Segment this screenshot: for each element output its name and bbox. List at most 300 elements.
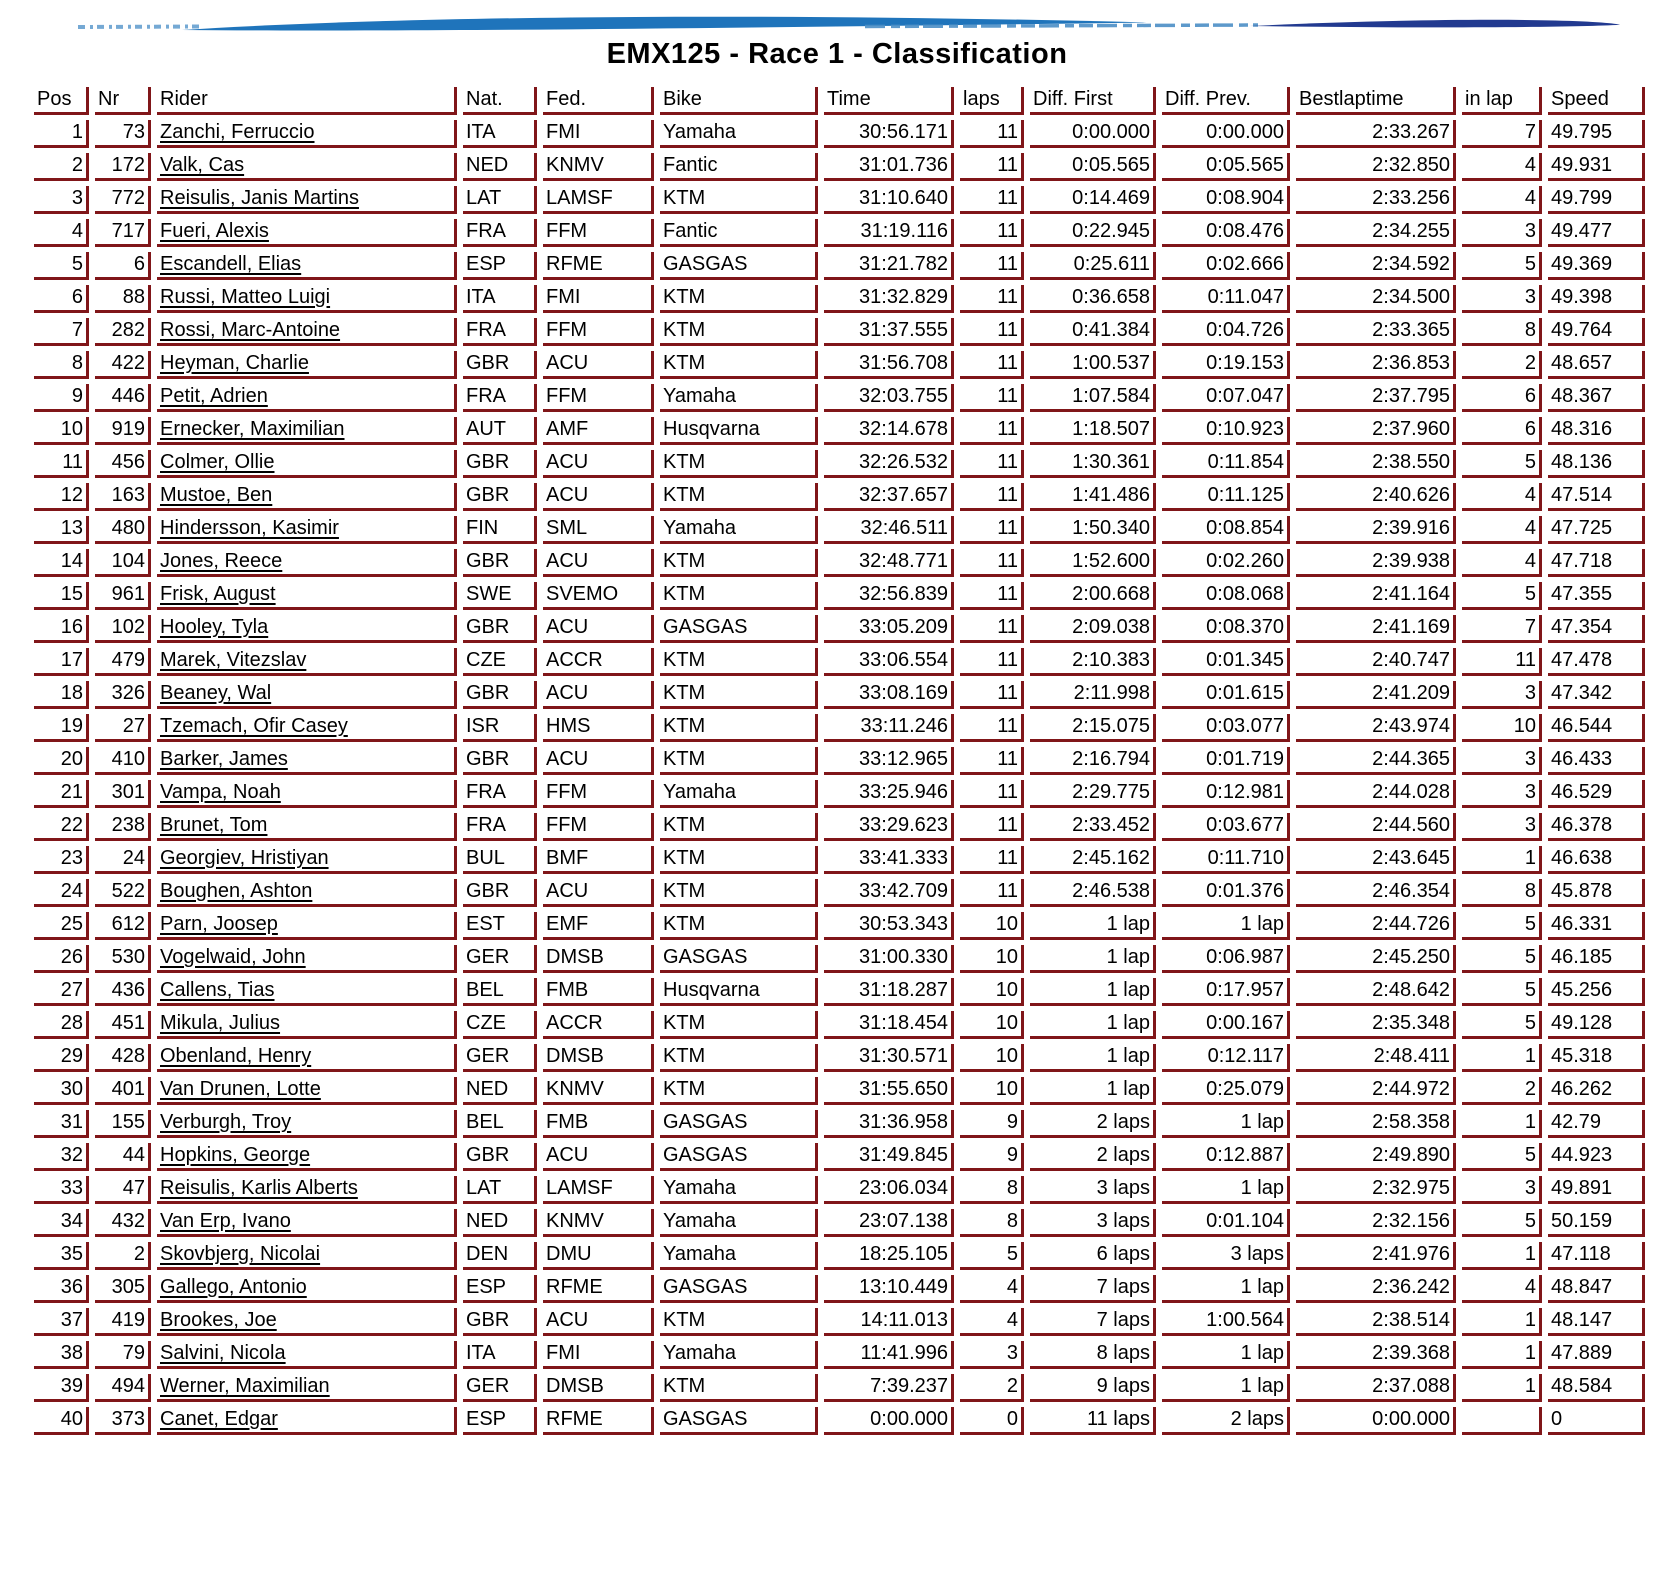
in-lap-cell: 1 [1462, 1341, 1542, 1369]
rider-cell [157, 186, 457, 214]
laps-cell: 11 [960, 483, 1024, 511]
pos-cell: 19 [34, 714, 89, 742]
fed-cell: DMSB [543, 1374, 654, 1402]
bestlaptime-cell: 2:36.242 [1296, 1275, 1456, 1303]
bestlaptime-cell: 2:41.976 [1296, 1242, 1456, 1270]
rider-link[interactable]: Canet, Edgar [160, 1408, 278, 1430]
rider-link[interactable]: Zanchi, Ferruccio [160, 121, 315, 143]
rider-link[interactable]: Obenland, Henry [160, 1045, 312, 1067]
bike-cell: KTM [660, 285, 818, 313]
rider-cell [157, 714, 457, 742]
bike-cell: KTM [660, 186, 818, 214]
rider-link[interactable]: Barker, James [160, 748, 288, 770]
fed-cell: ACU [543, 549, 654, 577]
laps-cell: 9 [960, 1110, 1024, 1138]
pos-cell: 15 [34, 582, 89, 610]
rider-link[interactable]: Petit, Adrien [160, 385, 268, 407]
diff-first-cell: 0:36.658 [1030, 285, 1156, 313]
bestlaptime-cell: 2:38.550 [1296, 450, 1456, 478]
rider-cell [157, 1143, 457, 1171]
laps-cell: 4 [960, 1308, 1024, 1336]
diff-first-cell: 0:00.000 [1030, 120, 1156, 148]
column-header-diff-prev: Diff. Prev. [1162, 87, 1290, 115]
fed-cell: ACCR [543, 1011, 654, 1039]
bike-cell: KTM [660, 1308, 818, 1336]
pos-cell: 6 [34, 285, 89, 313]
bestlaptime-cell: 2:41.164 [1296, 582, 1456, 610]
diff-prev-cell: 0:01.104 [1162, 1209, 1290, 1237]
time-cell: 0:00.000 [824, 1407, 954, 1435]
diff-first-cell: 1 lap [1030, 1077, 1156, 1105]
rider-link[interactable]: Russi, Matteo Luigi [160, 286, 331, 308]
speed-cell: 49.398 [1548, 285, 1645, 313]
diff-prev-cell: 0:11.047 [1162, 285, 1290, 313]
rider-cell [157, 846, 457, 874]
rider-link[interactable]: Vogelwaid, John [160, 946, 306, 968]
rider-link[interactable]: Reisulis, Janis Martins [160, 187, 359, 209]
pos-cell: 22 [34, 813, 89, 841]
nr-cell: 172 [95, 153, 151, 181]
column-header-in-lap: in lap [1462, 87, 1542, 115]
diff-prev-cell: 0:03.077 [1162, 714, 1290, 742]
bestlaptime-cell: 2:38.514 [1296, 1308, 1456, 1336]
rider-cell [157, 615, 457, 643]
speed-cell: 0 [1548, 1407, 1645, 1435]
speed-cell: 48.584 [1548, 1374, 1645, 1402]
table-row [34, 978, 1645, 1006]
pos-cell: 32 [34, 1143, 89, 1171]
laps-cell: 11 [960, 219, 1024, 247]
nat-cell: GER [463, 1044, 537, 1072]
time-cell: 31:18.454 [824, 1011, 954, 1039]
diff-first-cell: 1 lap [1030, 912, 1156, 940]
bike-cell: GASGAS [660, 1110, 818, 1138]
pos-cell: 8 [34, 351, 89, 379]
fed-cell: RFME [543, 1407, 654, 1435]
rider-link[interactable]: Callens, Tias [160, 979, 275, 1001]
nat-cell: GER [463, 1374, 537, 1402]
bestlaptime-cell: 2:32.156 [1296, 1209, 1456, 1237]
table-row [34, 879, 1645, 907]
fed-cell: KNMV [543, 1209, 654, 1237]
bike-cell: KTM [660, 483, 818, 511]
nr-cell: 27 [95, 714, 151, 742]
rider-link[interactable]: Hindersson, Kasimir [160, 517, 339, 539]
table-row [34, 1308, 1645, 1336]
rider-cell [157, 1407, 457, 1435]
nr-cell: 2 [95, 1242, 151, 1270]
in-lap-cell: 3 [1462, 285, 1542, 313]
in-lap-cell: 4 [1462, 483, 1542, 511]
rider-cell [157, 648, 457, 676]
laps-cell: 9 [960, 1143, 1024, 1171]
rider-cell [157, 120, 457, 148]
diff-first-cell: 1 lap [1030, 978, 1156, 1006]
in-lap-cell: 5 [1462, 450, 1542, 478]
rider-link[interactable]: Beaney, Wal [160, 682, 272, 704]
in-lap-cell: 2 [1462, 351, 1542, 379]
in-lap-cell: 8 [1462, 318, 1542, 346]
bestlaptime-cell: 2:37.088 [1296, 1374, 1456, 1402]
table-row [34, 1143, 1645, 1171]
time-cell: 13:10.449 [824, 1275, 954, 1303]
bike-cell: KTM [660, 813, 818, 841]
rider-link[interactable]: Georgiev, Hristiyan [160, 847, 329, 869]
time-cell: 31:21.782 [824, 252, 954, 280]
time-cell: 31:01.736 [824, 153, 954, 181]
rider-cell [157, 252, 457, 280]
diff-first-cell: 2:46.538 [1030, 879, 1156, 907]
laps-cell: 11 [960, 450, 1024, 478]
rider-link[interactable]: Vampa, Noah [160, 781, 281, 803]
diff-prev-cell: 0:02.260 [1162, 549, 1290, 577]
bestlaptime-cell: 2:45.250 [1296, 945, 1456, 973]
rider-cell [157, 1275, 457, 1303]
rider-link[interactable]: Werner, Maximilian [160, 1375, 330, 1397]
diff-first-cell: 2:29.775 [1030, 780, 1156, 808]
bestlaptime-cell: 2:44.726 [1296, 912, 1456, 940]
pos-cell: 33 [34, 1176, 89, 1204]
rider-cell [157, 417, 457, 445]
in-lap-cell: 5 [1462, 945, 1542, 973]
diff-first-cell: 0:41.384 [1030, 318, 1156, 346]
fed-cell: ACU [543, 1143, 654, 1171]
pos-cell: 10 [34, 417, 89, 445]
diff-first-cell: 0:14.469 [1030, 186, 1156, 214]
speed-cell: 50.159 [1548, 1209, 1645, 1237]
laps-cell: 5 [960, 1242, 1024, 1270]
speed-cell: 47.725 [1548, 516, 1645, 544]
table-row [34, 483, 1645, 511]
column-header-fed: Fed. [543, 87, 654, 115]
nr-cell: 104 [95, 549, 151, 577]
diff-prev-cell: 0:03.677 [1162, 813, 1290, 841]
nr-cell: 436 [95, 978, 151, 1006]
diff-prev-cell: 0:01.719 [1162, 747, 1290, 775]
nr-cell: 428 [95, 1044, 151, 1072]
pos-cell: 17 [34, 648, 89, 676]
swoosh-speckles [78, 27, 200, 28]
rider-link[interactable]: Van Drunen, Lotte [160, 1078, 321, 1100]
nat-cell: CZE [463, 648, 537, 676]
diff-first-cell: 9 laps [1030, 1374, 1156, 1402]
diff-prev-cell: 1 lap [1162, 1374, 1290, 1402]
diff-prev-cell: 0:04.726 [1162, 318, 1290, 346]
time-cell: 33:42.709 [824, 879, 954, 907]
bestlaptime-cell: 2:49.890 [1296, 1143, 1456, 1171]
table-row [34, 615, 1645, 643]
diff-first-cell: 2:15.075 [1030, 714, 1156, 742]
rider-link[interactable]: Verburgh, Troy [160, 1111, 292, 1133]
swoosh-thin-stroke [865, 25, 1258, 27]
table-row [34, 1011, 1645, 1039]
in-lap-cell: 8 [1462, 879, 1542, 907]
rider-cell [157, 1341, 457, 1369]
laps-cell: 8 [960, 1209, 1024, 1237]
fed-cell: FFM [543, 219, 654, 247]
diff-prev-cell: 0:01.345 [1162, 648, 1290, 676]
nr-cell: 494 [95, 1374, 151, 1402]
nr-cell: 401 [95, 1077, 151, 1105]
rider-link[interactable]: Fueri, Alexis [160, 220, 269, 242]
speed-cell: 48.136 [1548, 450, 1645, 478]
rider-cell [157, 1374, 457, 1402]
fed-cell: EMF [543, 912, 654, 940]
fed-cell: FMI [543, 285, 654, 313]
rider-cell [157, 912, 457, 940]
pos-cell: 20 [34, 747, 89, 775]
table-row [34, 1077, 1645, 1105]
nat-cell: FRA [463, 384, 537, 412]
rider-link[interactable]: Gallego, Antonio [160, 1276, 307, 1298]
diff-prev-cell: 0:08.476 [1162, 219, 1290, 247]
diff-first-cell: 11 laps [1030, 1407, 1156, 1435]
rider-link[interactable]: Boughen, Ashton [160, 880, 313, 902]
pos-cell: 2 [34, 153, 89, 181]
nat-cell: SWE [463, 582, 537, 610]
diff-prev-cell: 0:17.957 [1162, 978, 1290, 1006]
table-body [34, 120, 1645, 1435]
in-lap-cell: 10 [1462, 714, 1542, 742]
rider-cell [157, 1176, 457, 1204]
table-row [34, 549, 1645, 577]
table-row [34, 648, 1645, 676]
nr-cell: 479 [95, 648, 151, 676]
fed-cell: RFME [543, 1275, 654, 1303]
speed-cell: 47.118 [1548, 1242, 1645, 1270]
nr-cell: 305 [95, 1275, 151, 1303]
diff-prev-cell: 0:12.981 [1162, 780, 1290, 808]
rider-link[interactable]: Brunet, Tom [160, 814, 268, 836]
bike-cell: GASGAS [660, 1143, 818, 1171]
in-lap-cell: 6 [1462, 417, 1542, 445]
in-lap-cell: 4 [1462, 1275, 1542, 1303]
table-row [34, 516, 1645, 544]
time-cell: 18:25.105 [824, 1242, 954, 1270]
bestlaptime-cell: 2:44.365 [1296, 747, 1456, 775]
bestlaptime-cell: 2:33.365 [1296, 318, 1456, 346]
diff-prev-cell: 3 laps [1162, 1242, 1290, 1270]
bike-cell: GASGAS [660, 945, 818, 973]
laps-cell: 10 [960, 1044, 1024, 1072]
rider-cell [157, 384, 457, 412]
diff-prev-cell: 0:25.079 [1162, 1077, 1290, 1105]
rider-link[interactable]: Hooley, Tyla [160, 616, 269, 638]
fed-cell: FMB [543, 978, 654, 1006]
nr-cell: 446 [95, 384, 151, 412]
bestlaptime-cell: 2:32.850 [1296, 153, 1456, 181]
diff-prev-cell: 1 lap [1162, 1110, 1290, 1138]
diff-prev-cell: 0:08.068 [1162, 582, 1290, 610]
rider-link[interactable]: Parn, Joosep [160, 913, 278, 935]
rider-cell [157, 780, 457, 808]
time-cell: 30:53.343 [824, 912, 954, 940]
pos-cell: 18 [34, 681, 89, 709]
nat-cell: CZE [463, 1011, 537, 1039]
rider-link[interactable]: Tzemach, Ofir Casey [160, 715, 348, 737]
diff-first-cell: 2:45.162 [1030, 846, 1156, 874]
rider-cell [157, 483, 457, 511]
pos-cell: 27 [34, 978, 89, 1006]
diff-prev-cell: 0:10.923 [1162, 417, 1290, 445]
fed-cell: ACU [543, 747, 654, 775]
diff-prev-cell: 0:07.047 [1162, 384, 1290, 412]
nr-cell: 24 [95, 846, 151, 874]
laps-cell: 11 [960, 879, 1024, 907]
pos-cell: 14 [34, 549, 89, 577]
diff-prev-cell: 1 lap [1162, 1341, 1290, 1369]
bestlaptime-cell: 2:34.500 [1296, 285, 1456, 313]
in-lap-cell: 7 [1462, 120, 1542, 148]
bestlaptime-cell: 2:33.267 [1296, 120, 1456, 148]
laps-cell: 11 [960, 417, 1024, 445]
rider-link[interactable]: Reisulis, Karlis Alberts [160, 1177, 358, 1199]
pos-cell: 39 [34, 1374, 89, 1402]
table-row [34, 1374, 1645, 1402]
nat-cell: ESP [463, 252, 537, 280]
laps-cell: 11 [960, 582, 1024, 610]
in-lap-cell: 1 [1462, 1242, 1542, 1270]
in-lap-cell: 3 [1462, 219, 1542, 247]
diff-prev-cell: 1 lap [1162, 1275, 1290, 1303]
speed-cell: 49.891 [1548, 1176, 1645, 1204]
fed-cell: SML [543, 516, 654, 544]
diff-prev-cell: 0:05.565 [1162, 153, 1290, 181]
time-cell: 32:37.657 [824, 483, 954, 511]
laps-cell: 11 [960, 318, 1024, 346]
nr-cell: 456 [95, 450, 151, 478]
time-cell: 32:48.771 [824, 549, 954, 577]
table-row [34, 1407, 1645, 1435]
time-cell: 31:55.650 [824, 1077, 954, 1105]
in-lap-cell: 5 [1462, 582, 1542, 610]
rider-link[interactable]: Heyman, Charlie [160, 352, 309, 374]
nr-cell: 47 [95, 1176, 151, 1204]
speed-cell: 47.889 [1548, 1341, 1645, 1369]
rider-cell [157, 879, 457, 907]
speed-cell: 46.433 [1548, 747, 1645, 775]
bestlaptime-cell: 2:41.209 [1296, 681, 1456, 709]
in-lap-cell: 5 [1462, 1011, 1542, 1039]
laps-cell: 11 [960, 615, 1024, 643]
fed-cell: KNMV [543, 153, 654, 181]
fed-cell: KNMV [543, 1077, 654, 1105]
rider-link[interactable]: Escandell, Elias [160, 253, 302, 275]
fed-cell: DMU [543, 1242, 654, 1270]
nat-cell: AUT [463, 417, 537, 445]
rider-cell [157, 1308, 457, 1336]
fed-cell: AMF [543, 417, 654, 445]
diff-prev-cell: 1 lap [1162, 912, 1290, 940]
nat-cell: GBR [463, 483, 537, 511]
time-cell: 23:07.138 [824, 1209, 954, 1237]
rider-link[interactable]: Colmer, Ollie [160, 451, 275, 473]
table-row [34, 1341, 1645, 1369]
diff-prev-cell: 2 laps [1162, 1407, 1290, 1435]
nr-cell: 522 [95, 879, 151, 907]
rider-link[interactable]: Salvini, Nicola [160, 1342, 286, 1364]
rider-link[interactable]: Rossi, Marc-Antoine [160, 319, 341, 341]
diff-prev-cell: 1 lap [1162, 1176, 1290, 1204]
bike-cell: KTM [660, 1077, 818, 1105]
laps-cell: 3 [960, 1341, 1024, 1369]
nr-cell: 422 [95, 351, 151, 379]
in-lap-cell: 4 [1462, 516, 1542, 544]
nr-cell: 88 [95, 285, 151, 313]
diff-prev-cell: 0:12.887 [1162, 1143, 1290, 1171]
pos-cell: 37 [34, 1308, 89, 1336]
nr-cell: 301 [95, 780, 151, 808]
time-cell: 32:46.511 [824, 516, 954, 544]
fed-cell: FMI [543, 120, 654, 148]
diff-prev-cell: 1:00.564 [1162, 1308, 1290, 1336]
time-cell: 31:18.287 [824, 978, 954, 1006]
speed-cell: 47.514 [1548, 483, 1645, 511]
rider-link[interactable]: Brookes, Joe [160, 1309, 277, 1331]
diff-prev-cell: 0:00.167 [1162, 1011, 1290, 1039]
nat-cell: GBR [463, 615, 537, 643]
time-cell: 23:06.034 [824, 1176, 954, 1204]
fed-cell: FFM [543, 384, 654, 412]
laps-cell: 4 [960, 1275, 1024, 1303]
speed-cell: 47.478 [1548, 648, 1645, 676]
column-header-laps: laps [960, 87, 1024, 115]
rider-link[interactable]: Mustoe, Ben [160, 484, 273, 506]
rider-cell [157, 351, 457, 379]
speed-cell: 48.367 [1548, 384, 1645, 412]
rider-cell [157, 549, 457, 577]
pos-cell: 30 [34, 1077, 89, 1105]
time-cell: 33:06.554 [824, 648, 954, 676]
rider-link[interactable]: Marek, Vitezslav [160, 649, 307, 671]
rider-link[interactable]: Ernecker, Maximilian [160, 418, 345, 440]
rider-link[interactable]: Hopkins, George [160, 1144, 311, 1166]
diff-first-cell: 2:33.452 [1030, 813, 1156, 841]
bike-cell: KTM [660, 747, 818, 775]
time-cell: 31:49.845 [824, 1143, 954, 1171]
table-row [34, 813, 1645, 841]
nat-cell: EST [463, 912, 537, 940]
bike-cell: KTM [660, 1011, 818, 1039]
diff-prev-cell: 0:12.117 [1162, 1044, 1290, 1072]
bestlaptime-cell: 2:33.256 [1296, 186, 1456, 214]
rider-link[interactable]: Van Erp, Ivano [160, 1210, 291, 1232]
diff-first-cell: 1:30.361 [1030, 450, 1156, 478]
nr-cell: 772 [95, 186, 151, 214]
table-header [34, 87, 1645, 115]
nat-cell: GBR [463, 351, 537, 379]
rider-link[interactable]: Jones, Reece [160, 550, 283, 572]
rider-link[interactable]: Frisk, August [160, 583, 276, 605]
bestlaptime-cell: 2:44.560 [1296, 813, 1456, 841]
time-cell: 31:10.640 [824, 186, 954, 214]
nr-cell: 238 [95, 813, 151, 841]
bike-cell: Yamaha [660, 780, 818, 808]
laps-cell: 10 [960, 1077, 1024, 1105]
rider-link[interactable]: Valk, Cas [160, 154, 245, 176]
nr-cell: 530 [95, 945, 151, 973]
rider-link[interactable]: Skovbjerg, Nicolai [160, 1243, 321, 1265]
time-cell: 31:30.571 [824, 1044, 954, 1072]
nat-cell: BUL [463, 846, 537, 874]
fed-cell: LAMSF [543, 1176, 654, 1204]
nat-cell: GBR [463, 549, 537, 577]
table-row [34, 120, 1645, 148]
rider-link[interactable]: Mikula, Julius [160, 1012, 281, 1034]
bestlaptime-cell: 2:58.358 [1296, 1110, 1456, 1138]
laps-cell: 10 [960, 912, 1024, 940]
in-lap-cell: 4 [1462, 549, 1542, 577]
